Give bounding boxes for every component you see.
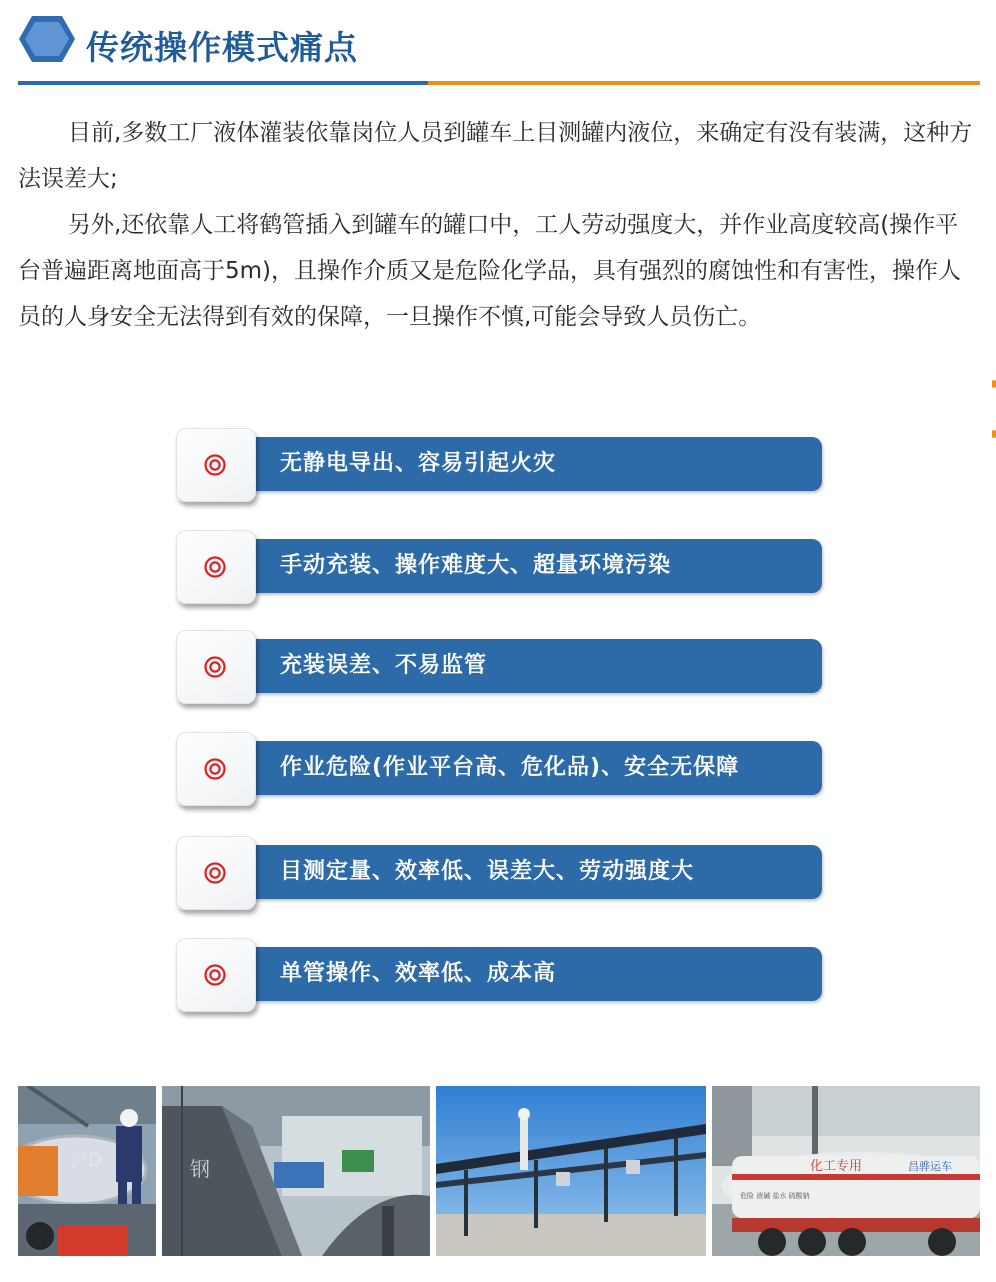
pain-point-label: 无静电导出、容易引起火灾 [280, 451, 557, 476]
edge-marker [992, 380, 996, 388]
loading-rack-photo [436, 1086, 706, 1256]
pain-point-label: 单管操作、效率低、成本高 [280, 961, 557, 986]
pain-point-label: 目测定量、效率低、误差大、劳动强度大 [280, 859, 695, 884]
pain-point-item [176, 428, 826, 504]
chemical-truck-photo [712, 1086, 980, 1256]
pain-point-item [176, 836, 826, 912]
page-title: 传统操作模式痛点 [86, 28, 358, 67]
header-rule-orange [428, 81, 980, 85]
plant-pipes-photo [162, 1086, 430, 1256]
header-rule-blue [18, 81, 428, 85]
pain-point-badge [176, 732, 256, 806]
target-icon [204, 454, 226, 476]
hazard-label-text: 化工专用 [810, 1159, 863, 1174]
photo-strip [18, 1086, 980, 1256]
truck-brand-text: 昌骅运车 [908, 1160, 952, 1173]
target-icon [204, 964, 226, 986]
pain-point-label: 充装误差、不易监管 [280, 653, 488, 678]
pain-point-label: 手动充装、操作难度大、超量环境污染 [280, 553, 672, 578]
pain-point-badge [176, 630, 256, 704]
tanker-plate-text: 沪D [70, 1150, 102, 1171]
target-icon [204, 862, 226, 884]
pain-point-badge [176, 836, 256, 910]
edge-marker [992, 430, 996, 438]
cargo-label-text: 危险 液碱 盐水 硫酸钠 [740, 1192, 810, 1200]
detail-paragraph: 另外,还依靠人工将鹤管插入到罐车的罐口中，工人劳动强度大，并作业高度较高(操作平台普遍距离地面高于5m)，且操作介质又是危险化学品，具有强烈的腐蚀性和有害性，操作人员的人身安全无法得到有效的保障，一旦操作不慎,可能会导致人员伤亡。 [18, 212, 962, 330]
pain-point-item [176, 938, 826, 1014]
pain-point-badge [176, 530, 256, 604]
section-header [18, 10, 980, 86]
pipe-marking-text: 钢 [190, 1157, 210, 1181]
pain-point-badge [176, 938, 256, 1012]
target-icon [204, 758, 226, 780]
pain-point-item [176, 732, 826, 808]
tanker-worker-photo [18, 1086, 156, 1256]
intro-paragraph: 目前,多数工厂液体灌装依靠岗位人员到罐车上目测罐内液位，来确定有没有装满，这种方法误差大; [18, 120, 973, 192]
pain-point-label: 作业危险(作业平台高、危化品)、安全无保障 [280, 755, 740, 780]
hexagon-icon [18, 14, 76, 64]
pain-point-item [176, 630, 826, 706]
pain-point-item [176, 530, 826, 606]
pain-point-badge [176, 428, 256, 502]
target-icon [204, 656, 226, 678]
target-icon [204, 556, 226, 578]
